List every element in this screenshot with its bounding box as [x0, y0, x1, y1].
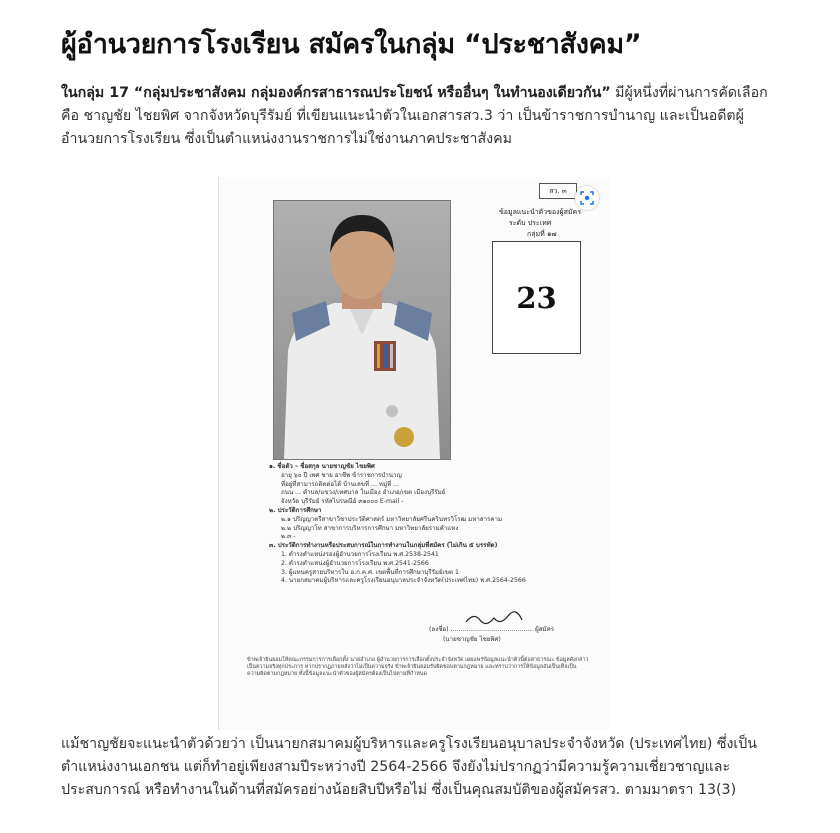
header-line: ระดับ ประเทศ: [509, 219, 552, 227]
header-line: กลุ่มที่ ๑๗: [527, 230, 557, 238]
education-item: ๒.๑ ปริญญาตรีสาขาวิชาประวัติศาสตร์ มหาวิทยาลัยศรีนครินทรวิโรฒ มหาสารคาม: [281, 515, 503, 523]
candidate-number-box: 23: [492, 241, 581, 354]
portrait-illustration: [274, 201, 450, 459]
consent-disclaimer: ข้าพเจ้ายินยอมให้คณะกรรมการการเลือกตั้ง นายอำเภอ ผู้อำนวยการการเลือกตั้งประจำจังหวัด เผยแพร่ข้อมูลแนะนำตัวนี้ต่อสาธารณะ ข้อมูลดังกล่าวเป็นความจริงทุกประการ หากปรากฏภายหลังว่าไม่เป็นความจริง ข้าพเจ้ายินยอมรับผิดชอบตามกฎหมาย และทราบว่าการให้ข้อมูลอันเป็นเท็จเป็นความผิดตามกฎหมาย ทั้งนี้ข้อมูลแนะนำตัวของผู้สมัครต้องเป็นไปตามที่กำหนด: [247, 657, 589, 678]
field-age: อายุ ๖๐ ปี เพศ ชาย อาชีพ ข้าราชการบำนาญ: [281, 471, 402, 479]
field-province: จังหวัด บุรีรัมย์ รหัสไปรษณีย์ ๓๑๐๐๐ E-mail -: [281, 498, 404, 506]
signature-line: (ลงชื่อ) .......................................... ผู้สมัคร: [429, 626, 555, 633]
work-item: 2. ดำรงตำแหน่งผู้อำนวยการโรงเรียน พ.ศ.2541-2566: [281, 559, 429, 567]
field-name: ๑. ชื่อตัว – ชื่อสกุล นายชาญชัย ไชยพิศ: [269, 463, 375, 470]
education-item: ๒.๒ ปริญญาโท สาขาการบริหารการศึกษา มหาวิทยาลัยรามคำแหง: [281, 524, 459, 532]
field-road: ถนน ... ตำบล/แขวง/เทศบาล ในเมือง อำเภอ/เขต เมืองบุรีรัมย์: [281, 489, 446, 497]
education-title: ๒. ประวัติการศึกษา: [269, 506, 322, 514]
field-address: ที่อยู่ที่สามารถติดต่อได้ บ้านเลขที่ ... หมู่ที่ ...: [281, 480, 400, 488]
header-line: ข้อมูลแนะนำตัวของผู้สมัคร: [499, 208, 581, 216]
intro-bold-text: ในกลุ่ม 17 “กลุ่มประชาสังคม กลุ่มองค์กรสาธารณประโยชน์ หรืออื่นๆ ในทำนองเดียวกัน”: [61, 85, 611, 101]
intro-text: มีผู้หนึ่งที่ผ่านการคัดเลือก คือ ชาญชัย ไชยพิศ จากจังหวัดบุรีรัมย์ ที่เขียนแนะนำตัวในเอกสารสว.3 ว่า เป็นข้าราชการบำนาญ และเป็นอดีตผู้อำนวยการโรงเรียน ซึ่งเป็นตำแหน่งงานราชการไม่ใช่งานภาคประชาสังคม: [61, 85, 768, 147]
work-item: 1. ดำรงตำแหน่งรองผู้อำนวยการโรงเรียน พ.ศ.2538-2541: [281, 550, 439, 558]
document-header: [499, 207, 581, 240]
body-paragraph: แม้ชาญชัยจะแนะนำตัวด้วยว่า เป็นนายกสมาคมผู้บริหารและครูโรงเรียนอนุบาลประจำจังหวัด (ประเทศไทย) ซึ่งเป็นตำแหน่งงานเอกชน แต่ก็ทำอยู่เพียงสามปีระหว่างปี 2564-2566 จึงยังไม่ปรากฏว่ามีความรู้ความเชี่ยวชาญและประสบการณ์ หรือทำงานในด้านที่สมัครอย่างน้อยสิบปีหรือไม่ ซึ่งเป็นคุณสมบัติของผู้สมัครสว. ตามมาตรา 13(3): [61, 736, 757, 798]
intro-paragraph: [61, 82, 779, 151]
work-title: ๓. ประวัติการทำงานหรือประสบการณ์ในการทำงานในกลุ่มที่สมัคร (ไม่เกิน ๕ บรรทัด): [269, 542, 498, 550]
article-headline: ผู้อำนวยการโรงเรียน สมัครในกลุ่ม “ประชาสังคม”: [61, 29, 642, 60]
signature-name: (นายชาญชัย ไชยพิศ): [443, 636, 501, 643]
candidate-photo: [273, 200, 451, 460]
candidate-document-image: [218, 177, 609, 730]
work-item: 3. ผู้แทนครูสายบริหารใน อ.ก.ค.ศ. เขตพื้นที่การศึกษาบุรีรัมย์เขต 1: [281, 568, 459, 576]
form-tag: สว. ๓: [539, 183, 577, 199]
work-item: 4. นายกสมาคมผู้บริหารและครูโรงเรียนอนุบาลประจำจังหวัด(ประเทศไทย) พ.ศ.2564-2566: [281, 577, 526, 585]
education-item: ๒.๓ -: [281, 533, 296, 541]
signature-block: [429, 625, 554, 645]
candidate-form-fields: [269, 463, 589, 586]
